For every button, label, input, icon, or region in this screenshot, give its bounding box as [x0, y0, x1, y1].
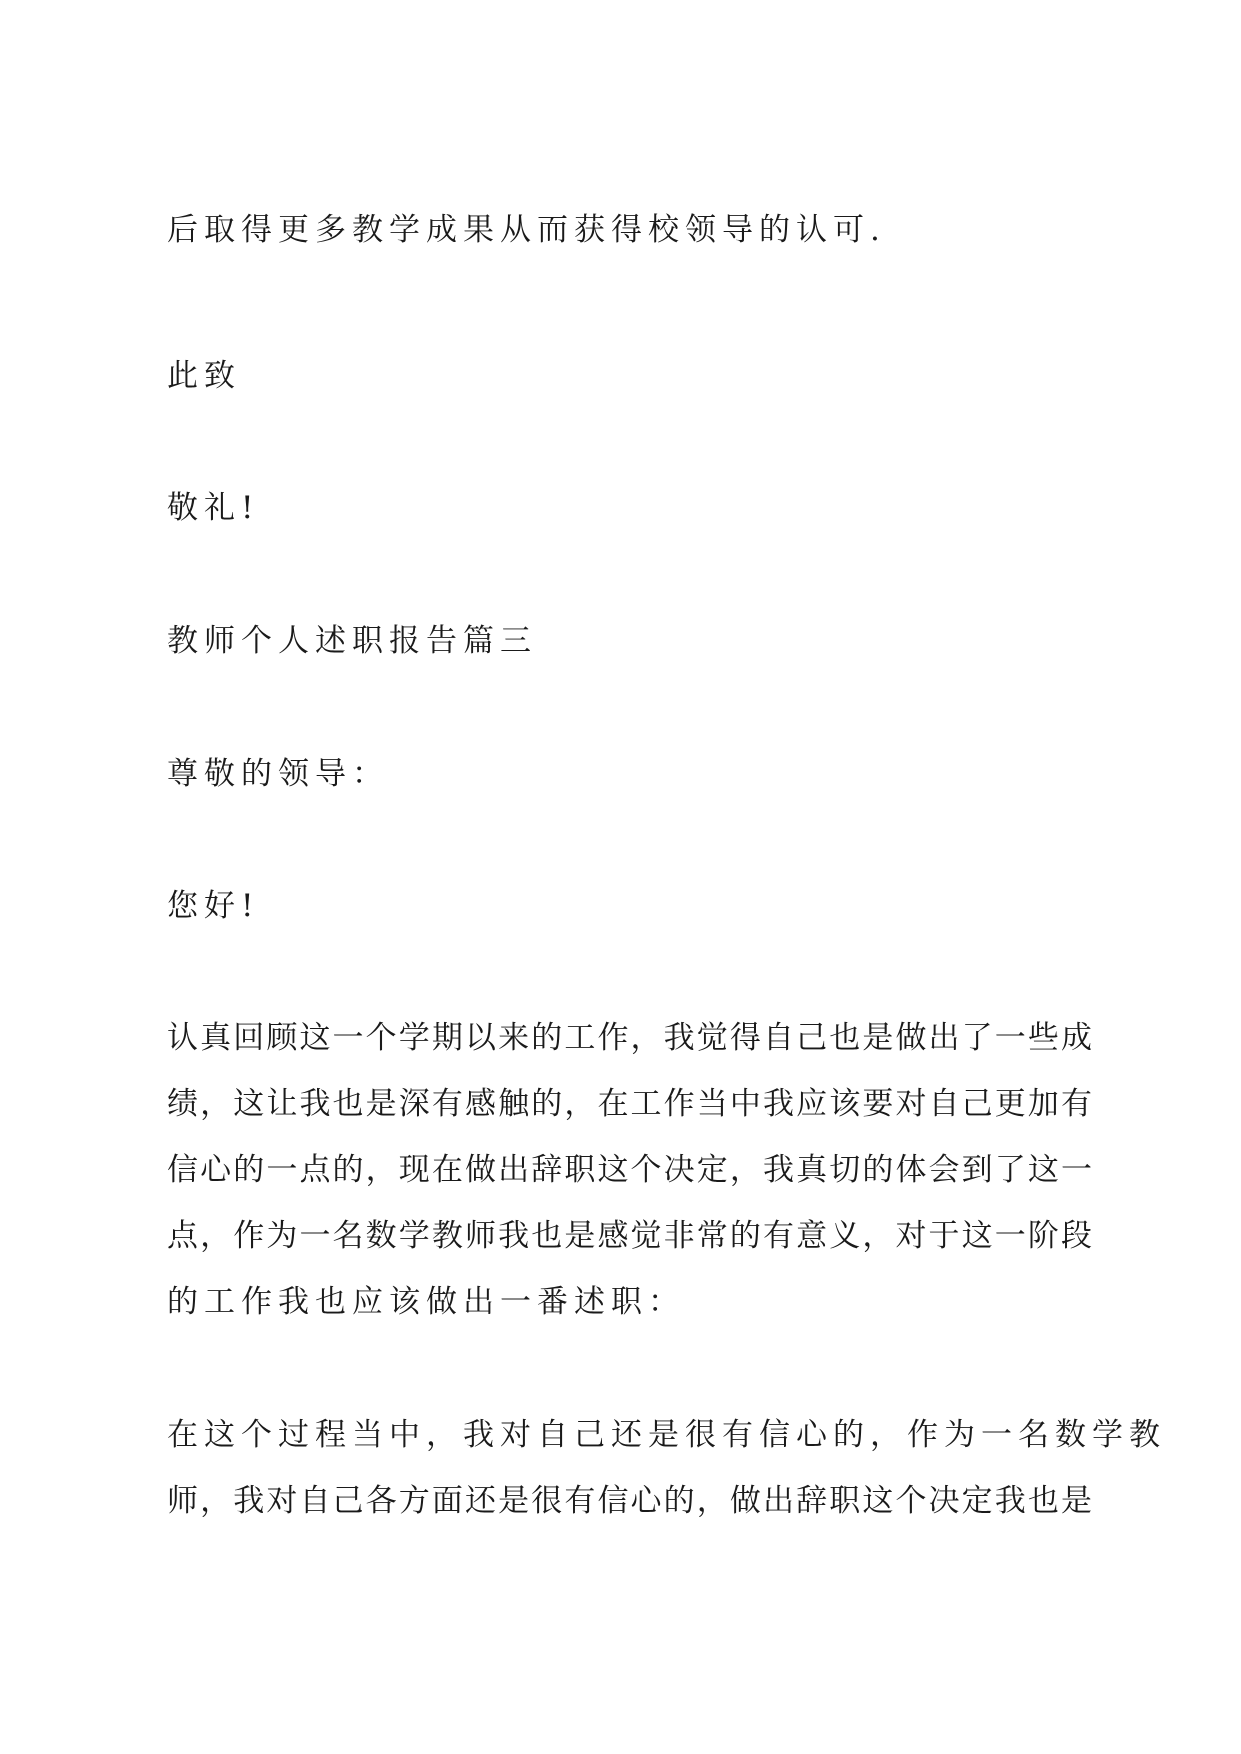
salutation-closing: 敬礼! — [167, 490, 260, 526]
closing-phrase: 此致 — [167, 358, 241, 394]
paragraph-line: 点，作为一名数学教师我也是感觉非常的有意义，对于这一阶段 — [167, 1218, 1092, 1254]
paragraph-line: 绩，这让我也是深有感触的，在工作当中我应该要对自己更加有 — [167, 1086, 1092, 1122]
greeting-recipient: 尊敬的领导： — [167, 756, 389, 792]
section-title: 教师个人述职报告篇三 — [167, 623, 537, 659]
paragraph-line: 在这个过程当中，我对自己还是很有信心的，作为一名数学教 — [167, 1417, 1166, 1453]
text-line: 后取得更多教学成果从而获得校领导的认可. — [167, 212, 886, 248]
paragraph-line: 信心的一点的，现在做出辞职这个决定，我真切的体会到了这一 — [167, 1152, 1092, 1188]
paragraph-line: 的工作我也应该做出一番述职： — [167, 1284, 685, 1320]
paragraph-line: 师，我对自己各方面还是很有信心的，做出辞职这个决定我也是 — [167, 1483, 1092, 1519]
paragraph-line: 认真回顾这一个学期以来的工作，我觉得自己也是做出了一些成 — [167, 1020, 1092, 1056]
greeting: 您好! — [167, 888, 260, 924]
